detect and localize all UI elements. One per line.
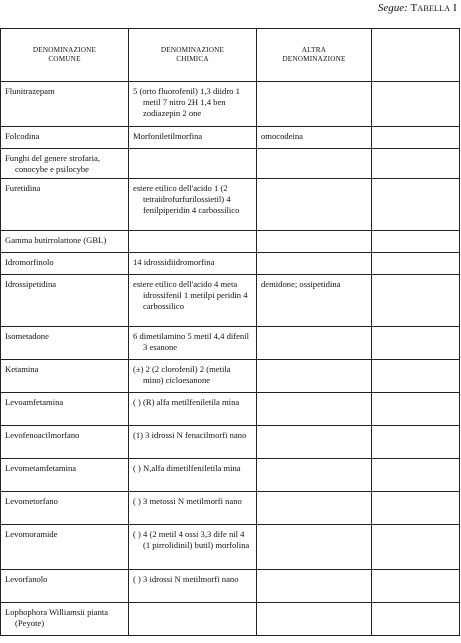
cell-blank [372,275,460,327]
cell-denominazione-chimica [129,393,257,426]
cell-altra-denominazione-text: omocodeina [261,131,303,141]
cell-denominazione-comune-text: Levomoramide [5,529,58,539]
cell-altra-denominazione-text [257,253,371,260]
cell-denominazione-comune [1,127,129,149]
cell-altra-denominazione-text [257,525,371,532]
cell-blank [372,231,460,253]
cell-altra-denominazione [257,360,372,393]
column-header-blank [372,29,460,82]
column-header-line: COMUNE [48,55,81,63]
cell-altra-denominazione [257,231,372,253]
cell-altra-denominazione-text [257,231,371,238]
cell-altra-denominazione [257,275,372,327]
cell-denominazione-chimica [129,525,257,570]
cell-denominazione-comune-text: Levofenoacilmorfano [5,430,80,440]
cell-blank [372,327,460,360]
cell-altra-denominazione-text [257,426,371,433]
cell-blank [372,603,460,636]
cell-denominazione-chimica [129,253,257,275]
cell-altra-denominazione [257,570,372,603]
cell-denominazione-chimica-text: (1) 3 idrossi N fenacilmorfi nano [133,430,247,440]
cell-altra-denominazione [257,149,372,179]
cell-altra-denominazione [257,603,372,636]
cell-denominazione-comune-text: Idromorfinolo [5,257,54,267]
table-row [1,459,460,492]
column-header-altra [257,29,372,82]
cell-denominazione-chimica [129,231,257,253]
cell-denominazione-comune [1,393,129,426]
cell-altra-denominazione [257,253,372,275]
cell-altra-denominazione-text [257,327,371,334]
cell-blank [372,360,460,393]
cell-denominazione-chimica [129,127,257,149]
table-ref-label: Tabella I [410,2,457,14]
cell-denominazione-comune [1,570,129,603]
column-header-line: ALTRA [301,46,327,54]
cell-altra-denominazione [257,426,372,459]
cell-denominazione-comune [1,179,129,231]
cell-altra-denominazione-text [257,570,371,577]
substance-table [0,28,460,636]
column-header-line: DENOMINAZIONE [160,46,225,54]
cell-denominazione-comune-text: Levometamfetamina [5,463,77,473]
cell-denominazione-chimica-text: ( ) (R) alfa metilfeniletila mina [133,397,240,407]
cell-denominazione-chimica-text: (±) 2 (2 clorofenil) 2 (metila mino) cicloesanone [133,364,231,385]
cell-denominazione-chimica [129,149,257,179]
cell-denominazione-chimica-text: 14 idrossidiidromorfina [133,257,215,267]
table-row [1,603,460,636]
cell-blank [372,82,460,127]
cell-altra-denominazione [257,179,372,231]
cell-denominazione-comune [1,149,129,179]
cell-blank [372,179,460,231]
cell-denominazione-comune-text: Furetidina [5,183,41,193]
cell-denominazione-chimica [129,492,257,525]
table-row [1,127,460,149]
cell-denominazione-comune [1,82,129,127]
cell-blank [372,127,460,149]
cell-denominazione-chimica [129,426,257,459]
table-row [1,492,460,525]
column-header-line: DENOMINAZIONE [32,46,97,54]
continuation-header [378,2,457,14]
segue-label: Segue: [377,2,408,14]
table-row [1,231,460,253]
cell-altra-denominazione-text [257,149,371,156]
cell-denominazione-chimica-text [129,231,256,238]
column-header-chimica [129,29,257,82]
cell-denominazione-comune-text: Flunitrazepam [5,86,55,96]
cell-denominazione-comune-text: Gamma butirrolattone (GBL) [5,235,107,245]
cell-denominazione-comune-text: Levorfanolo [5,574,48,584]
cell-altra-denominazione-text [257,603,371,610]
cell-blank [372,525,460,570]
cell-blank [372,426,460,459]
cell-altra-denominazione-text [257,179,371,186]
cell-denominazione-comune-text: Levoamfetamina [5,397,64,407]
cell-denominazione-chimica [129,360,257,393]
cell-denominazione-comune [1,275,129,327]
cell-denominazione-comune [1,327,129,360]
cell-altra-denominazione-text [257,360,371,367]
cell-denominazione-chimica [129,179,257,231]
cell-denominazione-chimica-text [129,149,256,156]
cell-denominazione-comune [1,603,129,636]
cell-altra-denominazione-text [257,82,371,89]
table-body [1,82,460,636]
cell-altra-denominazione [257,127,372,149]
cell-denominazione-comune [1,231,129,253]
cell-altra-denominazione [257,82,372,127]
table-row [1,360,460,393]
cell-blank [372,393,460,426]
table-row [1,525,460,570]
table-row [1,393,460,426]
cell-denominazione-chimica [129,327,257,360]
table-row [1,82,460,127]
cell-denominazione-chimica [129,459,257,492]
cell-denominazione-comune-text: Levometorfano [5,496,58,506]
column-header-line: DENOMINAZIONE [282,55,346,63]
cell-altra-denominazione [257,327,372,360]
cell-denominazione-comune [1,525,129,570]
cell-denominazione-chimica-text: estere etilico dell'acido 1 (2 tetraidrofurfurilossietil) 4 fenilpiperidin 4 carbossilico [133,183,240,215]
cell-denominazione-comune-text: Folcodina [5,131,40,141]
cell-denominazione-comune [1,360,129,393]
table-row [1,570,460,603]
cell-blank [372,459,460,492]
cell-denominazione-chimica-text [129,603,256,610]
cell-blank [372,570,460,603]
cell-denominazione-comune-text: Funghi del genere strofaria, conocybe e psilocybe [5,153,100,174]
cell-denominazione-chimica-text: ( ) 4 (2 metil 4 ossi 3,3 dife nil 4 (1 pirrolidinil) butil) morfolina [133,529,250,550]
cell-altra-denominazione [257,459,372,492]
cell-denominazione-chimica-text: ( ) 3 metossi N metilmorfi nano [133,496,242,506]
cell-denominazione-chimica-text: 5 (orto fluorofenil) 1,3 diidro 1 metil 7 nitro 2H 1,4 ben zodiazepin 2 one [133,86,240,118]
cell-denominazione-comune-text: Isometadone [5,331,49,341]
cell-denominazione-chimica [129,275,257,327]
cell-altra-denominazione-text [257,459,371,466]
table-row [1,253,460,275]
cell-denominazione-chimica-text: 6 dimetilamino 5 metil 4,4 difenil 3 esanone [133,331,249,352]
cell-denominazione-comune [1,492,129,525]
cell-denominazione-comune-text: Ketamina [5,364,39,374]
cell-altra-denominazione-text [257,393,371,400]
cell-denominazione-comune-text: Idrossipetidina [5,279,57,289]
cell-denominazione-comune [1,459,129,492]
cell-denominazione-comune [1,426,129,459]
cell-blank [372,253,460,275]
cell-altra-denominazione-text [257,492,371,499]
column-header-comune [1,29,129,82]
cell-blank [372,149,460,179]
table-row [1,327,460,360]
cell-blank [372,492,460,525]
cell-denominazione-chimica-text: ( ) N,alfa dimetilfeniletila mina [133,463,241,473]
cell-denominazione-comune [1,253,129,275]
cell-denominazione-comune-text: Lophophora Williamsii pianta (Peyote) [5,607,109,628]
cell-denominazione-chimica-text: ( ) 3 idrossi N metilmorfi nano [133,574,239,584]
table-row [1,149,460,179]
cell-denominazione-chimica [129,570,257,603]
cell-altra-denominazione [257,525,372,570]
cell-denominazione-chimica-text: estere etilico dell'acido 4 meta idrossifenil 1 metilpi peridin 4 carbossilico [133,279,248,311]
cell-denominazione-chimica-text: Morfoniletilmorfina [133,131,203,141]
cell-denominazione-chimica [129,82,257,127]
table-row [1,426,460,459]
column-header-line: CHIMICA [176,55,209,63]
table-row [1,179,460,231]
cell-altra-denominazione [257,393,372,426]
cell-altra-denominazione [257,492,372,525]
cell-denominazione-chimica [129,603,257,636]
table-row [1,275,460,327]
table-header-row [1,29,460,82]
cell-altra-denominazione-text: demidone; ossipetidina [261,279,341,289]
